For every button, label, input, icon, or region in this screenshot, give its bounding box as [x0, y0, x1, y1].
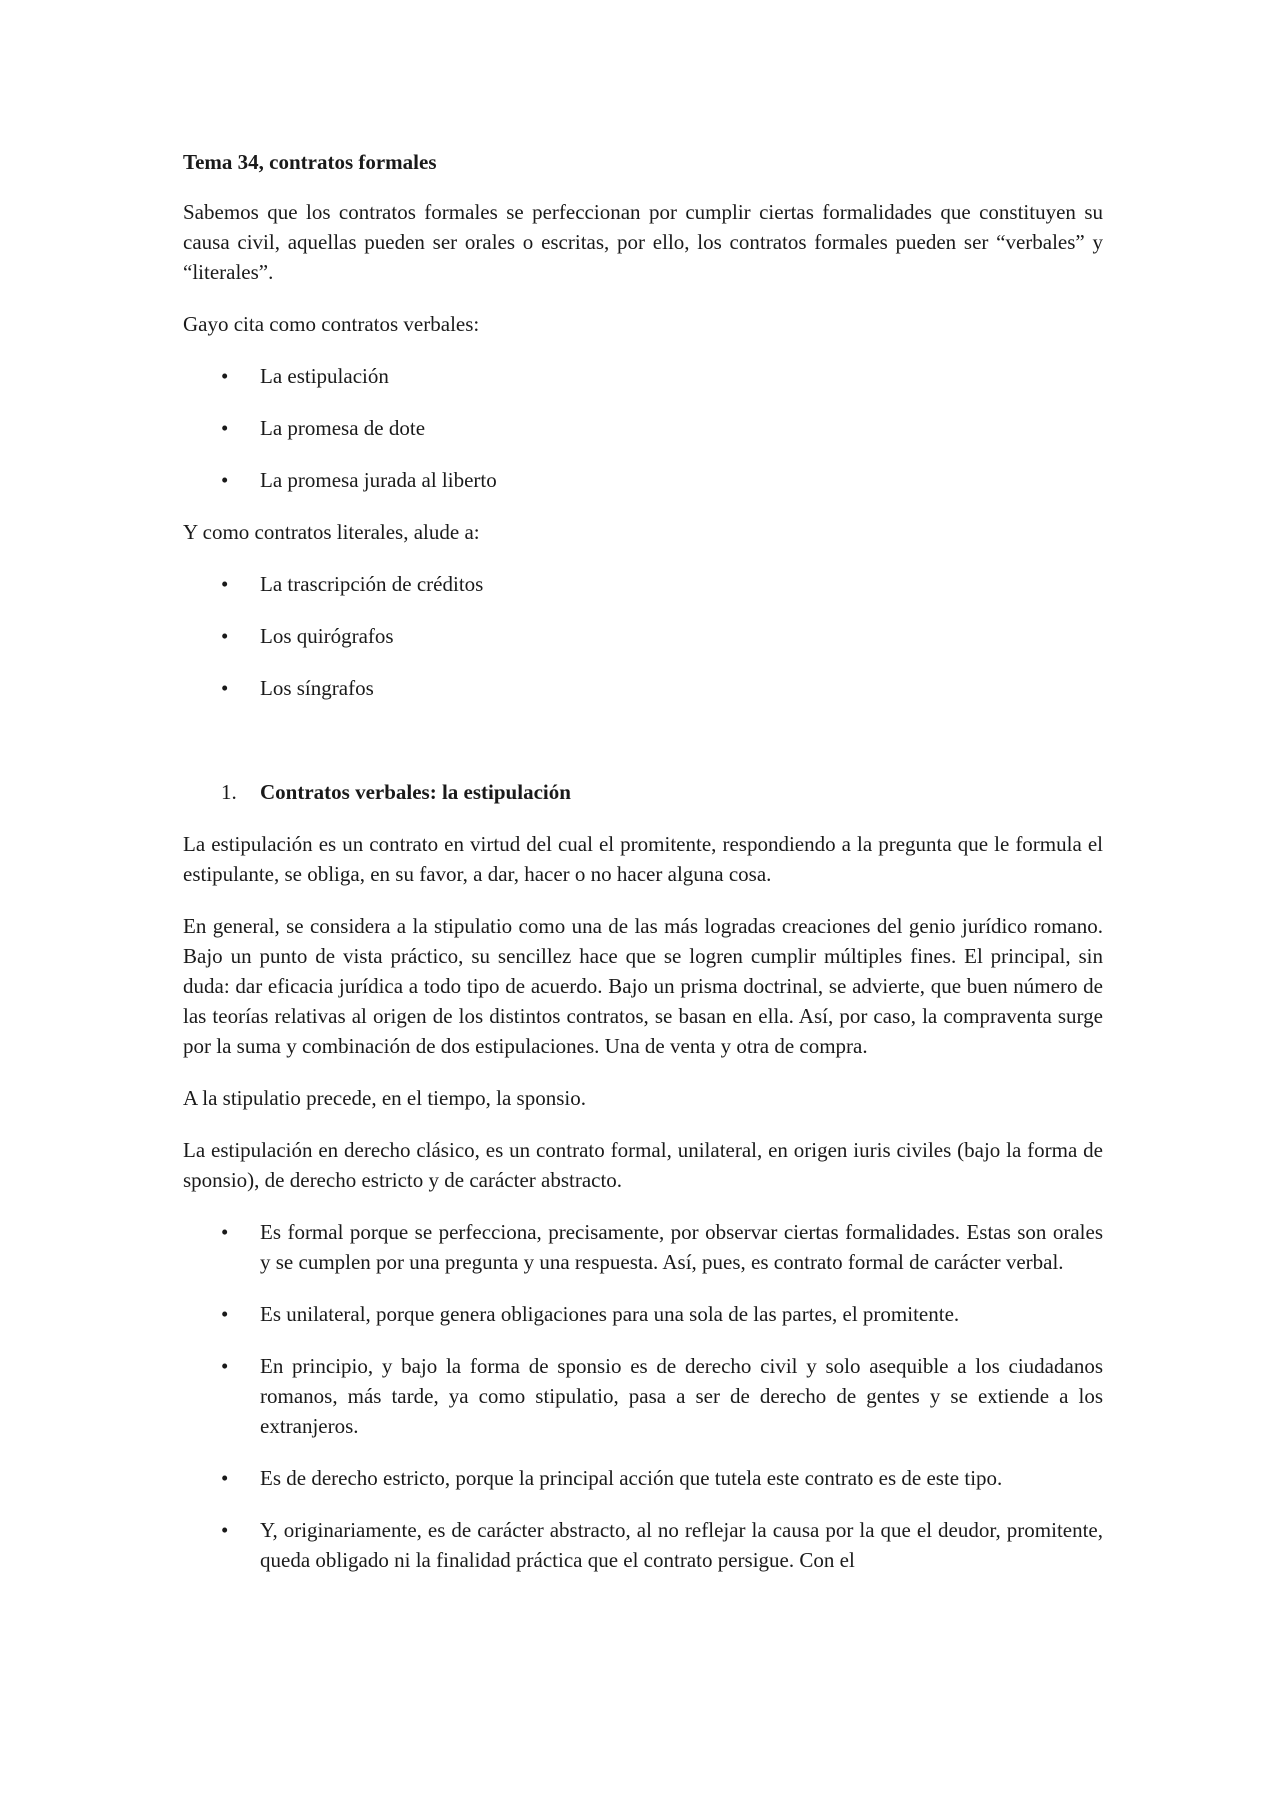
- section-heading: [183, 777, 1103, 807]
- bullet-icon: •: [221, 1302, 229, 1326]
- list-item-text: Es formal porque se perfecciona, precisamente, por observar ciertas formalidades. Estas son orales y se cumplen por una pregunta y una respuesta. Así, pues, es contrato formal de carácter verbal.: [260, 1220, 1103, 1274]
- list-item: [183, 413, 1103, 443]
- list-item: [183, 673, 1103, 703]
- list-item: [183, 361, 1103, 391]
- intro-paragraph: Sabemos que los contratos formales se perfeccionan por cumplir ciertas formalidades que constituyen su causa civil, aquellas pueden ser orales o escritas, por ello, los contratos formales pueden ser “verbales” y “literales”.: [183, 200, 1103, 284]
- literales-list: [183, 569, 1103, 703]
- list-item: [183, 1463, 1103, 1493]
- list-item-text: La trascripción de créditos: [260, 572, 484, 596]
- list-item-text: La estipulación: [260, 364, 389, 388]
- section-paragraph-4: La estipulación en derecho clásico, es un contrato formal, unilateral, en origen iuris civiles (bajo la forma de sponsio), de derecho estricto y de carácter abstracto.: [183, 1138, 1103, 1192]
- list-item-text: Es unilateral, porque genera obligaciones para una sola de las partes, el promitente.: [260, 1302, 960, 1326]
- features-list: [183, 1217, 1103, 1575]
- bullet-icon: •: [221, 1220, 229, 1244]
- literales-intro: Y como contratos literales, alude a:: [183, 520, 480, 544]
- bullet-icon: •: [221, 572, 229, 596]
- bullet-icon: •: [221, 1518, 229, 1542]
- section-paragraph-3: A la stipulatio precede, en el tiempo, la sponsio.: [183, 1086, 586, 1110]
- document-page: [183, 147, 1103, 1597]
- list-item: [183, 621, 1103, 651]
- bullet-icon: •: [221, 416, 229, 440]
- list-item-text: Los síngrafos: [260, 676, 374, 700]
- list-item-text: Es de derecho estricto, porque la principal acción que tutela este contrato es de este tipo.: [260, 1466, 1003, 1490]
- document-title: Tema 34, contratos formales: [183, 150, 437, 174]
- section-paragraph-2: En general, se considera a la stipulatio como una de las más logradas creaciones del genio jurídico romano. Bajo un punto de vista práctico, su sencillez hace que se logren cumplir múltiples fines. El principal, sin duda: dar eficacia jurídica a todo tipo de acuerdo. Bajo un prisma doctrinal, se advierte, que buen número de las teorías relativas al origen de los distintos contratos, se basan en ella. Así, por caso, la compraventa surge por la suma y combinación de dos estipulaciones. Una de venta y otra de compra.: [183, 914, 1103, 1058]
- section-spacer: [183, 725, 1103, 777]
- bullet-icon: •: [221, 364, 229, 388]
- list-item: [183, 1351, 1103, 1441]
- list-item-text: La promesa jurada al liberto: [260, 468, 497, 492]
- bullet-icon: •: [221, 624, 229, 648]
- verbales-intro: Gayo cita como contratos verbales:: [183, 312, 480, 336]
- list-item: [183, 569, 1103, 599]
- list-item: [183, 1515, 1103, 1575]
- list-item-text: La promesa de dote: [260, 416, 426, 440]
- bullet-icon: •: [221, 468, 229, 492]
- list-item-text: Y, originariamente, es de carácter abstracto, al no reflejar la causa por la que el deudor, promitente, queda obligado ni la finalidad práctica que el contrato persigue. Con el: [260, 1518, 1103, 1572]
- section-number: 1.: [221, 780, 237, 804]
- bullet-icon: •: [221, 676, 229, 700]
- list-item: [183, 1217, 1103, 1277]
- section-heading-text: Contratos verbales: la estipulación: [260, 780, 571, 804]
- section-paragraph-1: La estipulación es un contrato en virtud del cual el promitente, respondiendo a la pregunta que le formula el estipulante, se obliga, en su favor, a dar, hacer o no hacer alguna cosa.: [183, 832, 1103, 886]
- list-item: [183, 1299, 1103, 1329]
- bullet-icon: •: [221, 1466, 229, 1490]
- list-item-text: En principio, y bajo la forma de sponsio es de derecho civil y solo asequible a los ciudadanos romanos, más tarde, ya como stipulatio, pasa a ser de derecho de gentes y se extiende a los extranjeros.: [260, 1354, 1103, 1438]
- bullet-icon: •: [221, 1354, 229, 1378]
- list-item: [183, 465, 1103, 495]
- list-item-text: Los quirógrafos: [260, 624, 394, 648]
- verbales-list: [183, 361, 1103, 495]
